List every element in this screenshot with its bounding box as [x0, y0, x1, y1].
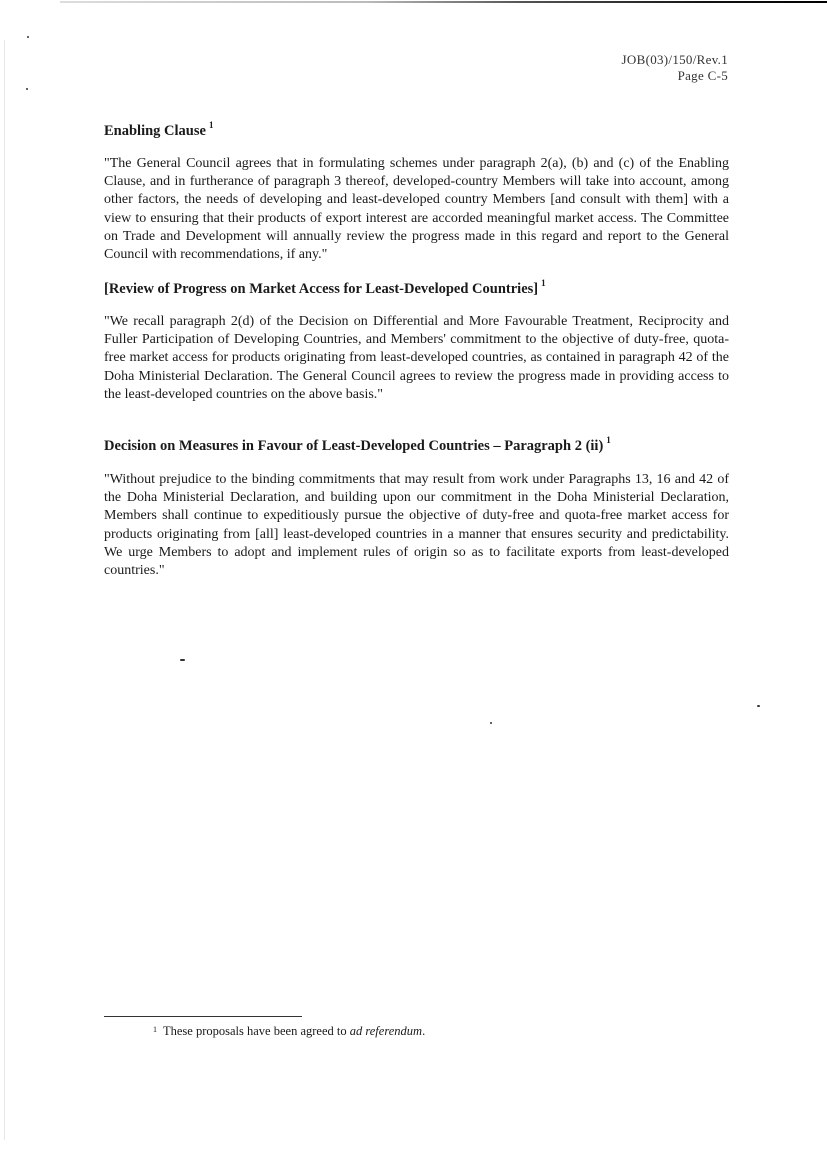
footnote-ref[interactable]: 1 [208, 120, 214, 130]
scan-speck [757, 705, 760, 707]
page-number: Page C-5 [677, 68, 728, 83]
document-reference: JOB(03)/150/Rev.1 [621, 52, 728, 67]
scan-speck [490, 722, 492, 724]
section-heading-text: [Review of Progress on Market Access for Least-Developed Countries] [104, 281, 539, 297]
footnote-text: These proposals have been agreed to [163, 1024, 347, 1038]
section-heading-enabling-clause [104, 120, 214, 140]
section-heading-review-progress [104, 278, 546, 298]
footnote-italic-text: ad referendum [349, 1024, 423, 1038]
document-header [622, 52, 728, 84]
scan-edge-top [60, 1, 827, 3]
section-body-review-progress: "We recall paragraph 2(d) of the Decision on Differential and More Favourable Treatment, Reciprocity and Fuller Participation of Developing Countries, and Members' commitment to the objective of duty-free, quota-free market access for products originating from least-developed countries, as contained in paragraph 42 of the Doha Ministerial Declaration. The General Council agrees to review the progress made in providing access to the least-developed countries on the above basis." [104, 314, 729, 402]
scan-edge-left [4, 40, 5, 1140]
footnote [153, 1024, 425, 1039]
footnote-number: 1 [153, 1025, 157, 1034]
footnote-ref[interactable]: 1 [606, 435, 611, 445]
section-heading-ldc-measures [104, 435, 611, 455]
section-heading-text: Decision on Measures in Favour of Least-Developed Countries – Paragraph 2 (ii) [104, 438, 604, 454]
footnote-text-end: . [422, 1024, 426, 1038]
section-body-enabling-clause: "The General Council agrees that in formulating schemes under paragraph 2(a), (b) and (c) of the Enabling Clause, and in furtherance of paragraph 3 thereof, developed-country Members will take into account, among other factors, the needs of developing and least-developed country Members [and consult with them] with a view to ensuring that their products of export interest are accorded meaningful market access. The Committee on Trade and Development will annually review the progress made in this regard and report to the General Council with recommendations, if any." [104, 156, 729, 263]
footnote-ref[interactable]: 1 [541, 278, 546, 288]
scan-speck [180, 659, 185, 661]
section-body-ldc-measures: "Without prejudice to the binding commitments that may result from work under Paragraphs 13, 16 and 42 of the Doha Ministerial Declaration, and building upon our commitment in the Doha Ministerial Declaration, Members shall continue to expeditiously pursue the objective of duty-free and quota-free market access for products originating from [all] least-developed countries in a manner that ensures security and predictability. We urge Members to adopt and implement rules of origin so as to facilitate exports from least-developed countries." [104, 472, 729, 579]
scan-speck [26, 88, 28, 90]
section-heading-text: Enabling Clause [104, 123, 206, 139]
scan-speck [27, 36, 29, 38]
footnote-separator [104, 1016, 302, 1017]
